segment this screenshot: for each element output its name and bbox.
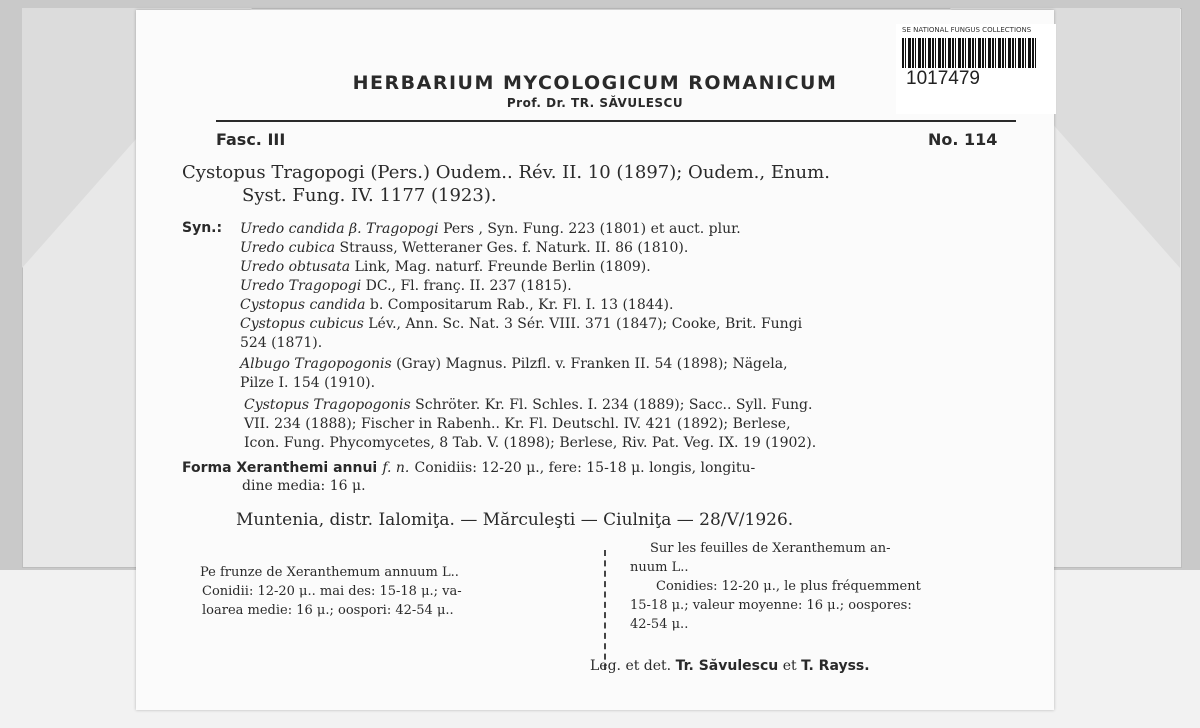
synonym-text: Pers , Syn. Fung. 223 (1801) et auct. plur. [438,221,741,237]
herbarium-title: HERBARIUM MYCOLOGICUM ROMANICUM [352,72,838,94]
french-line-1: Sur les feuilles de Xeranthemum an- [650,541,891,556]
synonym-text: VII. 234 (1888); Fischer in Rabenh.. Kr. Fl. Deutschl. IV. 421 (1892); Berlese, [244,416,791,432]
locality: Muntenia, distr. Ialomiţa. — Mărculeşti — Ciulniţa — 28/V/1926. [236,510,794,530]
herbarium-subtitle: Prof. Dr. TR. SĂVULESCU [506,96,684,110]
synonyms-label: Syn.: [182,220,223,236]
fascicle: Fasc. III [216,130,286,149]
synonym-row [244,396,812,414]
forma-line-2: dine media: 16 μ. [242,478,366,494]
collector-name-1: Tr. Săvulescu [675,658,779,674]
synonym-text: Schröter. Kr. Fl. Schles. I. 234 (1889); Sacc.. Syll. Fung. [410,397,813,413]
synonym-text: 524 (1871). [240,335,323,351]
french-line-4: 15-18 μ.; valeur moyenne: 16 μ.; oospores: [630,598,912,613]
synonym-text: Icon. Fung. Phycomycetes, 8 Tab. V. (1898); Berlese, Riv. Pat. Veg. IX. 19 (1902). [244,435,817,451]
synonym-text: DC., Fl. franç. II. 237 (1815). [361,278,572,294]
species-line-2: Syst. Fung. IV. 1177 (1923). [242,185,497,206]
synonym-row [244,434,816,452]
forma-name: Forma Xeranthemi annui [182,460,378,476]
barcode-number: 1017479 [906,68,980,89]
french-line-3: Conidies: 12-20 μ., le plus fréquemment [656,579,921,594]
forma-abbr: f. n. [382,460,410,476]
species-authority: (Pers.) Oudem.. Rév. II. 10 (1897); Oudem., Enum. [370,162,830,183]
synonym-row [240,315,802,333]
synonym-text: (Gray) Magnus. Pilzfl. v. Franken II. 54 (1898); Nägela, [391,356,788,372]
collector-line [590,658,870,674]
forma-line [182,457,755,477]
romanian-line-2: Conidii: 12-20 μ.. mai des: 15-18 μ.; va- [202,584,462,599]
synonym-name: Uredo obtusata [240,259,351,275]
synonym-row [244,415,791,433]
synonym-name: Uredo cubica [240,240,336,256]
forma-text: Conidiis: 12-20 μ., fere: 15-18 μ. longis, longitu- [414,460,756,476]
synonym-text: Lév., Ann. Sc. Nat. 3 Sér. VIII. 371 (1847); Cooke, Brit. Fungi [363,316,803,332]
romanian-line-1: Pe frunze de Xeranthemum annuum L.. [200,565,459,580]
collector-conj: et [782,658,797,674]
romanian-line-3: loarea medie: 16 μ.; oospori: 42-54 μ.. [202,603,454,618]
species-name: Cystopus Tragopogi [182,162,365,183]
synonym-row [240,334,322,352]
synonym-row [240,355,788,373]
synonym-name: Uredo candida β. Tragopogi [240,221,439,237]
synonym-text: b. Compositarum Rab., Kr. Fl. I. 13 (1844). [365,297,674,313]
synonym-row [240,277,572,295]
synonym-name: Cystopus Tragopogonis [244,397,411,413]
french-line-5: 42-54 μ.. [630,617,689,632]
collector-prefix: Leg. et det. [590,658,672,674]
synonym-text: Strauss, Wetteraner Ges. f. Naturk. II. 86 (1810). [335,240,689,256]
synonym-row [240,296,673,314]
synonym-text: Pilze I. 154 (1910). [240,375,376,391]
synonym-name: Uredo Tragopogi [240,278,362,294]
synonym-row [240,220,741,238]
synonym-name: Cystopus candida [240,297,366,313]
header-rule [216,120,1016,122]
herbarium-label [136,10,1054,710]
barcode-caption: SE NATIONAL FUNGUS COLLECTIONS [902,26,1032,34]
synonym-row [240,239,688,257]
synonym-name: Albugo Tragopogonis [240,356,392,372]
synonym-row [240,374,375,392]
french-line-2: nuum L.. [630,560,689,575]
synonym-text: Link, Mag. naturf. Freunde Berlin (1809). [350,259,651,275]
synonym-name: Cystopus cubicus [240,316,364,332]
collector-name-2: T. Rayss. [801,658,870,674]
specimen-number: No. 114 [928,130,998,149]
species-line [182,162,830,184]
synonym-row [240,258,651,276]
column-divider [604,550,606,670]
barcode-icon [902,38,1036,68]
